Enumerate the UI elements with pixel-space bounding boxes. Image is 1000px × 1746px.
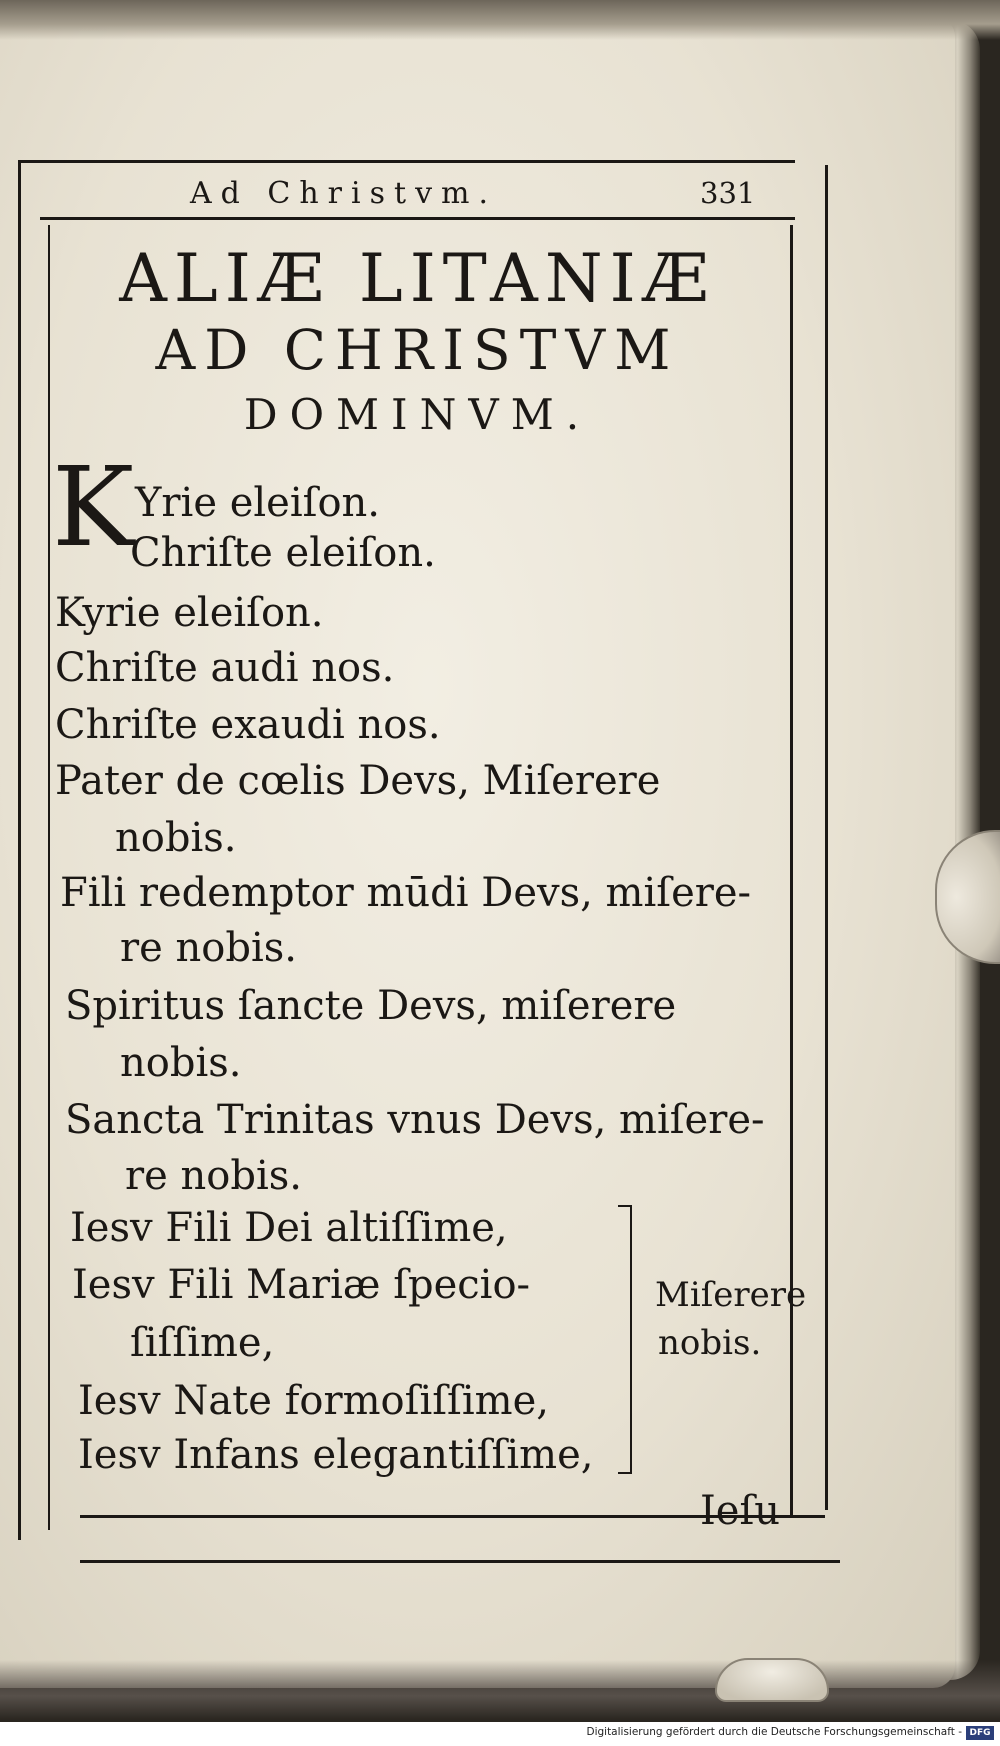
footer-credit: Digitalisierung gefördert durch die Deutsche Forschungsgemeinschaft -: [586, 1726, 962, 1738]
text-line: Pater de cœlis Devs, Miſerere: [55, 758, 661, 804]
title-line-2: AD CHRISTVM: [155, 318, 680, 382]
bottom-clip: [715, 1658, 829, 1702]
text-line: Chriſte audi nos.: [55, 645, 395, 691]
title-line-3: DOMINVM.: [243, 390, 592, 439]
drop-initial: K: [52, 443, 135, 571]
text-line: nobis.: [120, 1040, 242, 1086]
head-underline-rule: [40, 217, 795, 220]
side-note-line-2: nobis.: [658, 1323, 762, 1363]
top-shadow: [0, 0, 1000, 40]
text-line: Chriſte exaudi nos.: [55, 702, 441, 748]
text-line: Sancta Trinitas vnus Devs, miſere-: [65, 1097, 765, 1143]
text-line: re nobis.: [120, 925, 297, 971]
page-number: 331: [700, 176, 756, 210]
title-line-1: ALIÆ LITANIÆ: [119, 240, 716, 317]
text-line: Chriſte eleiſon.: [130, 530, 436, 576]
text-line: Spiritus ſancte Devs, miſerere: [65, 983, 677, 1029]
side-note-line-1: Miſerere: [655, 1275, 807, 1315]
text-line: Yrie eleiſon.: [135, 480, 380, 526]
text-line: Kyrie eleiſon.: [55, 590, 324, 636]
running-head: Ad Christvm.: [190, 176, 497, 211]
frame-top-rule: [20, 160, 795, 163]
dfg-logo: DFG: [966, 1726, 994, 1740]
text-line: Iesv Nate formoſiſſime,: [78, 1378, 549, 1424]
text-line: re nobis.: [125, 1153, 302, 1199]
catchword: Ieſu: [700, 1488, 781, 1534]
text-line: Iesv Fili Dei altiſſime,: [70, 1205, 508, 1251]
text-line: Iesv Infans elegantiſſime,: [78, 1432, 594, 1478]
inner-right-rule: [790, 225, 793, 1515]
frame-bottom-rule: [80, 1560, 840, 1563]
text-line: Fili redemptor mūdi Devs, miſere-: [60, 870, 752, 916]
response-bracket: [618, 1205, 632, 1474]
frame-right-rule: [825, 165, 828, 1510]
text-line: ſiſſime,: [130, 1320, 275, 1366]
text-line: nobis.: [115, 815, 237, 861]
footer-bar: [0, 1722, 1000, 1746]
frame-left-rule: [18, 160, 21, 1540]
text-line: Iesv Fili Mariæ ſpecio-: [72, 1262, 531, 1308]
bottom-shadow: [0, 1660, 1000, 1720]
